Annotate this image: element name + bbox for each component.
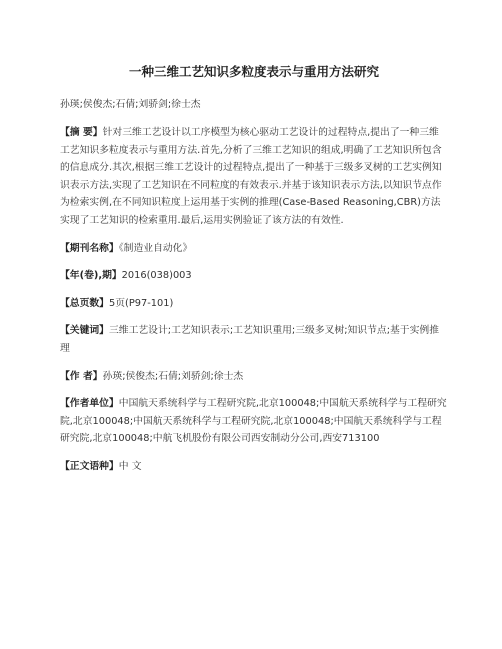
keywords-field <box>60 322 448 357</box>
year-volume-value: 2016(038)003 <box>121 270 192 282</box>
language-label: 【正文语种】 <box>60 460 119 472</box>
affiliation-label: 【作者单位】 <box>60 398 119 410</box>
language-value: 中 文 <box>118 460 142 472</box>
year-volume-label: 【年(卷),期】 <box>60 270 122 282</box>
authors-value: 孙瑛;侯俊杰;石倩;刘骄剑;徐士杰 <box>102 370 244 382</box>
abstract-label: 【摘 要】 <box>60 127 103 138</box>
authors-field <box>60 368 448 386</box>
page-count-field <box>60 295 448 313</box>
year-volume-field <box>60 267 448 285</box>
abstract-field <box>60 124 448 230</box>
affiliation-value: 中国航天系统科学与工程研究院,北京100048;中国航天系统科学与工程研究院,北京100048;中国航天系统科学与工程研究院,北京100048;中国航天系统科学与工程研究院,北京100048;中航飞机股份有限公司西安制动分公司,西安713100 <box>60 398 447 445</box>
keywords-value: 三维工艺设计;工艺知识表示;工艺知识重用;三级多叉树;知识节点;基于实例推理 <box>60 325 439 354</box>
abstract-text: 针对三维工艺设计以工序模型为核心驱动工艺设计的过程特点,提出了一种三维工艺知识多粒度表示与重用方法.首先,分析了三维工艺知识的组成,明确了工艺知识所包含的信息成分.其次,根据三维工艺设计的过程特点,提出了一种基于三级多叉树的工艺实例知识表示方法,实现了工艺知识在不同粒度的有效表示.并基于该知识表示方法,以知识节点作为检索实例,在不同知识粒度上运用基于实例的推理(Case-Based Reasoning,CBR)方法实现了工艺知识的检索重用.最后,运用实例验证了该方法的有效性. <box>60 127 442 226</box>
journal-label: 【期刊名称】 <box>60 242 119 254</box>
language-field <box>60 458 448 476</box>
author-line: 孙瑛;侯俊杰;石倩;刘骄剑;徐士杰 <box>60 99 201 110</box>
affiliation-field <box>60 395 448 448</box>
keywords-label: 【关键词】 <box>60 325 109 337</box>
page-count-value: 5页(P97-101) <box>108 297 174 309</box>
paper-title: 一种三维工艺知识多粒度表示与重用方法研究 <box>128 64 379 79</box>
journal-value: 《制造业自动化》 <box>118 242 193 254</box>
page-count-label: 【总页数】 <box>60 297 109 309</box>
journal-field <box>60 240 448 258</box>
authors-label: 【作 者】 <box>60 370 103 382</box>
